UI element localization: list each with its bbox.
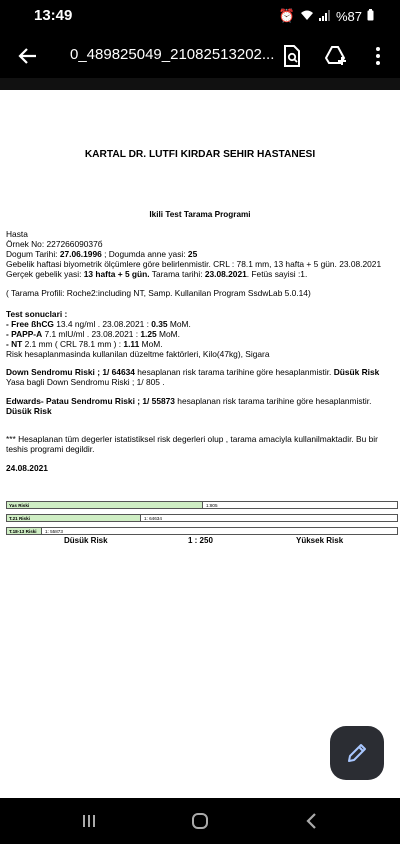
chevron-left-icon [305,812,317,830]
age-risk-bar [6,501,398,509]
age-risk-fill [7,502,203,508]
pencil-icon [346,742,368,764]
current-gestation-line: Gerçek gebelik yasi: 13 hafta + 5 gün. Tarama tarihi: 23.08.2021. Fetüs sayisi :1. [6,269,308,279]
alarm-icon: ⏰ [278,8,295,23]
back-arrow-icon [18,46,38,66]
edit-fab[interactable] [330,726,384,780]
back-button[interactable] [14,42,42,70]
nav-back-button[interactable] [296,810,326,832]
t18-13-risk-bar [6,527,398,535]
add-to-drive-button[interactable] [322,42,350,70]
more-vert-icon [375,46,381,66]
t21-risk-bar-label: T.21 Riski [9,516,30,521]
status-icons [279,8,374,24]
age-risk-bar-label: Yas Riski [9,503,30,508]
birth-line: Dogum Tarihi: 27.06.1996 ; Dogumda anne yasi: 25 [6,249,198,259]
results-header: Test sonuclari : [6,309,68,319]
program-title: Ikili Test Tarama Programi [149,210,251,219]
hospital-name: KARTAL DR. LUTFI KIRDAR SEHIR HASTANESI [84,149,316,160]
battery-icon [367,9,374,24]
signal-icon [319,9,331,24]
viewer-margin [0,78,400,90]
more-options-button[interactable] [364,42,392,70]
wifi-icon [300,9,314,24]
edwards-result: Düsük Risk [6,406,52,416]
status-time: 13:49 [34,7,73,24]
down-risk-line: Down Sendromu Riski ; 1/ 64634 hesaplanan risk tarama tarihine göre hesaplanmistir. Düsük Risk [6,367,380,377]
document-page[interactable] [0,90,400,798]
t18-13-risk-bar-label: T.18-13 Riski [9,529,37,534]
search-in-file-button[interactable] [278,42,306,70]
drive-add-icon [325,46,347,66]
app-bar [0,34,400,78]
result-papp-a: - PAPP-A 7.1 mlU/ml . 23.08.2021 : 1.25 MoM. [6,329,180,339]
disclaimer-line-1: *** Hesaplanan tüm degerler istatistiksel risk degerleri olup , tarama amaciyla kullanilmaktadir. Bu bir [6,434,378,444]
result-nt: - NT 2.1 mm ( CRL 78.1 mm ) : 1.11 MoM. [6,339,163,349]
home-icon [191,812,209,830]
sample-line: Örnek No: 22726609037б [6,239,103,249]
status-bar [0,0,400,34]
navigation-bar [0,798,400,844]
age-risk-line: Yasa bagli Down Sendromu Riski ; 1/ 805 . [6,377,165,387]
edwards-risk-line: Edwards- Patau Sendromu Riski ; 1/ 55873 hesaplanan risk tarama tarihine göre hesaplanmistir. [6,396,372,406]
patient-label: Hasta [6,229,28,239]
scale-cutoff-label: 1 : 250 [188,536,213,545]
scale-low-label: Düsük Risk [64,536,108,545]
t21-risk-bar [6,514,398,522]
t18-13-risk-bar-value: 1: 55873 [45,529,63,534]
t21-risk-bar-value: 1: 64634 [144,516,162,521]
risk-factors-line: Risk hesaplanmasinda kullanilan düzeltme faktörleri, Kilo(47kg), Sigara [6,349,270,359]
report-date: 24.08.2021 [6,463,48,473]
age-risk-bar-value: 1:805 [206,503,218,508]
profile-line: ( Tarama Profili: Roche2:including NT, Samp. Kullanilan Program SsdwLab 5.0.14) [6,288,311,298]
gestation-line: Gebelik haftasi biyometrik ölçümlere göre belirlenmistir. CRL : 78.1 mm, 13 hafta + 5 gün. 23.08.2021 [6,259,382,269]
scale-high-label: Yüksek Risk [296,536,344,545]
file-title: 0_489825049_21082513202... [70,46,275,63]
battery-text: %87 [335,8,362,24]
disclaimer-line-2: teshis programi degildir. [6,444,95,454]
recent-apps-button[interactable] [74,810,104,832]
recents-icon [81,813,97,829]
file-search-icon [282,45,302,67]
home-button[interactable] [185,810,215,832]
result-free-bhcg: - Free ßhCG 13.4 ng/ml . 23.08.2021 : 0.35 MoM. [6,319,191,329]
